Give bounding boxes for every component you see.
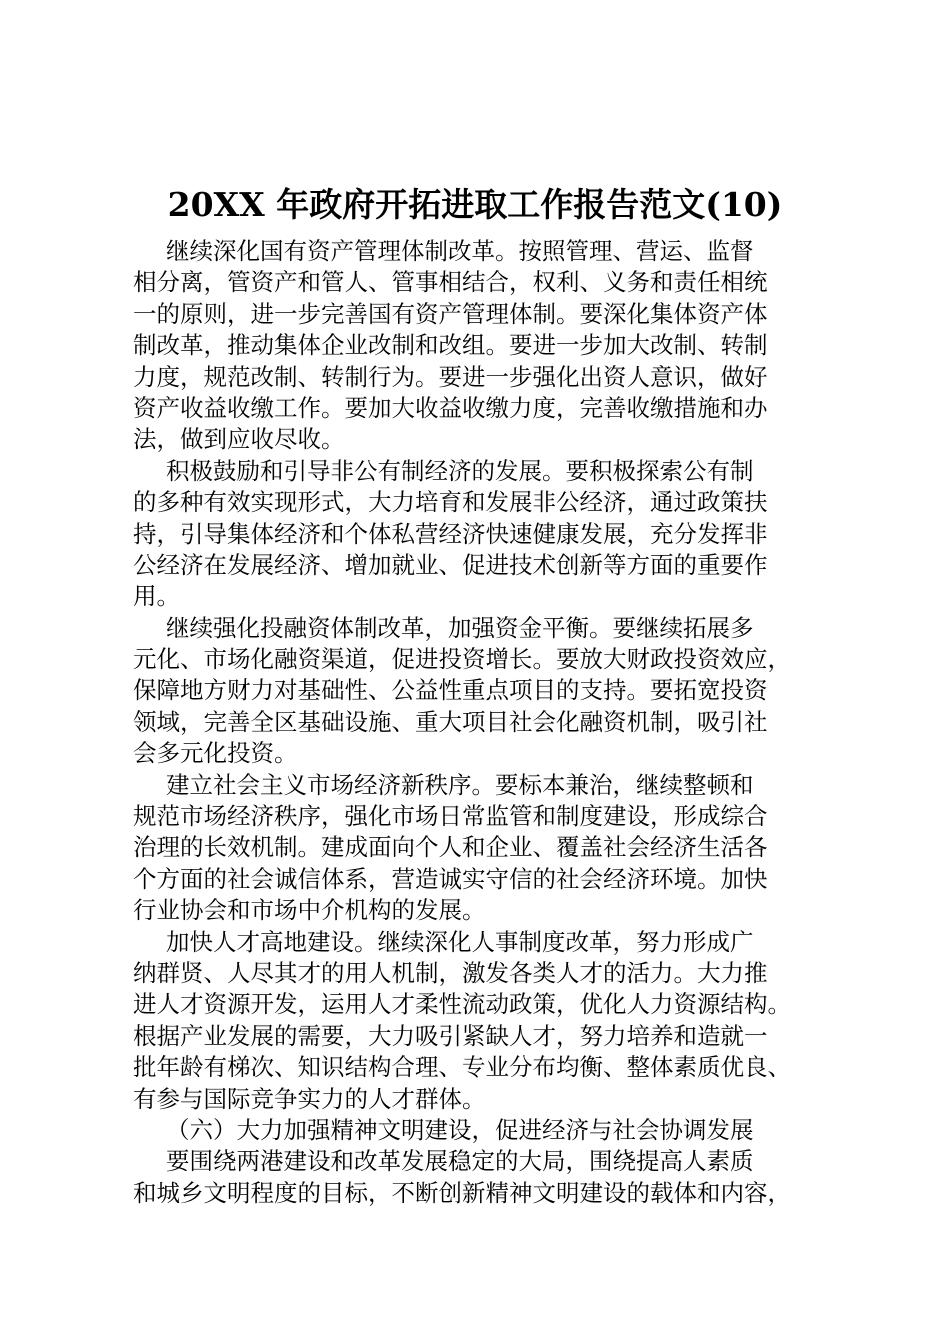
paragraph-line: 用。 bbox=[133, 582, 180, 611]
paragraph-line: 持，引导集体经济和个体私营经济快速健康发展，充分发挥非 bbox=[133, 519, 768, 548]
paragraph-line: 的多种有效实现形式，大力培育和发展非公经济，通过政策扶 bbox=[133, 488, 768, 517]
document-body bbox=[133, 236, 833, 1209]
paragraph-line: 和城乡文明程度的目标，不断创新精神文明建设的载体和内容， bbox=[133, 1178, 791, 1207]
paragraph-line: 会多元化投资。 bbox=[133, 739, 298, 768]
paragraph-line: 公经济在发展经济、增加就业、促进技术创新等方面的重要作 bbox=[133, 550, 768, 579]
paragraph-line: 纳群贤、人尽其才的用人机制，激发各类人才的活力。大力推 bbox=[133, 958, 768, 987]
paragraph-line: 批年龄有梯次、知识结构合理、专业分布均衡、整体素质优良、 bbox=[133, 1053, 791, 1082]
paragraph-line: 行业协会和市场中介机构的发展。 bbox=[133, 896, 486, 925]
document-title: 20XX 年政府开拓进取工作报告范文(10) bbox=[167, 185, 783, 224]
paragraph-line: 有参与国际竞争实力的人才群体。 bbox=[133, 1084, 486, 1113]
paragraph-line: 继续深化国有资产管理体制改革。按照管理、营运、监督 bbox=[166, 237, 754, 265]
paragraph-line: 法，做到应收尽收。 bbox=[133, 425, 345, 454]
paragraph-line: 制改革，推动集体企业改制和改组。要进一步加大改制、转制 bbox=[133, 331, 768, 360]
paragraph-line: 建立社会主义市场经济新秩序。要标本兼治，继续整顿和 bbox=[166, 770, 754, 799]
section-heading: （六）大力加强精神文明建设，促进经济与社会协调发展 bbox=[166, 1115, 754, 1144]
paragraph-line: 资产收益收缴工作。要加大收益收缴力度，完善收缴措施和办 bbox=[133, 393, 768, 422]
paragraph-line: 力度，规范改制、转制行为。要进一步强化出资人意识，做好 bbox=[133, 362, 768, 391]
paragraph-line: 积极鼓励和引导非公有制经济的发展。要积极探索公有制 bbox=[166, 456, 754, 485]
paragraph-line: 加快人才高地建设。继续深化人事制度改革，努力形成广 bbox=[166, 927, 754, 956]
paragraph-line: 个方面的社会诚信体系，营造诚实守信的社会经济环境。加快 bbox=[133, 864, 768, 893]
paragraph-line: 进人才资源开发，运用人才柔性流动政策，优化人力资源结构。 bbox=[133, 990, 791, 1019]
paragraph-line: 根据产业发展的需要，大力吸引紧缺人才，努力培养和造就一 bbox=[133, 1021, 768, 1050]
paragraph-line: 保障地方财力对基础性、公益性重点项目的支持。要拓宽投资 bbox=[133, 676, 768, 705]
paragraph-line: 领域，完善全区基础设施、重大项目社会化融资机制，吸引社 bbox=[133, 707, 768, 736]
paragraph-line: 相分离，管资产和管人、管事相结合，权利、义务和责任相统 bbox=[133, 268, 768, 297]
paragraph-line: 元化、市场化融资渠道，促进投资增长。要放大财政投资效应， bbox=[133, 645, 791, 674]
paragraph-line: 一的原则，进一步完善国有资产管理体制。要深化集体资产体 bbox=[133, 299, 768, 328]
paragraph-line: 要围绕两港建设和改革发展稳定的大局，围绕提高人素质 bbox=[166, 1147, 754, 1176]
paragraph-line: 治理的长效机制。建成面向个人和企业、覆盖社会经济生活各 bbox=[133, 833, 768, 862]
paragraph-line: 继续强化投融资体制改革，加强资金平衡。要继续拓展多 bbox=[166, 613, 754, 642]
paragraph-line: 规范市场经济秩序，强化市场日常监管和制度建设，形成综合 bbox=[133, 802, 768, 831]
